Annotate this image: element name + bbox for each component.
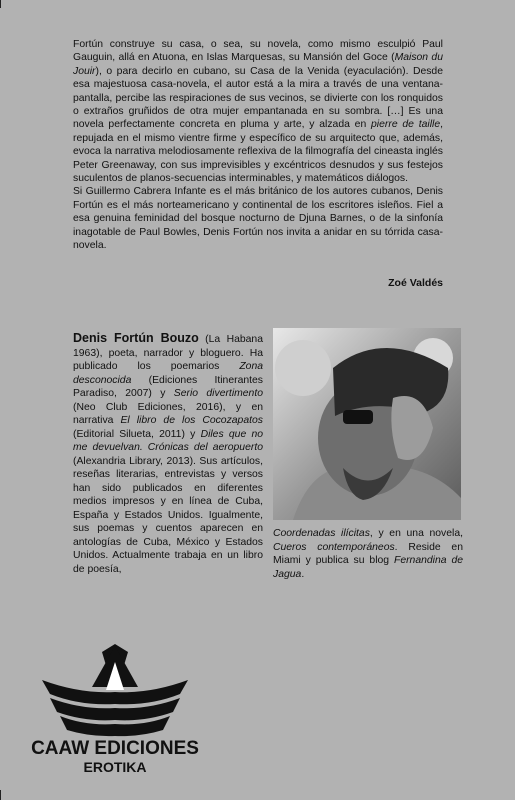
italic-title: pierre de taille <box>371 119 441 131</box>
author-bio-column-left <box>73 332 263 576</box>
italic-title: El libro de los Cocozapatos <box>120 415 263 426</box>
author-photo <box>273 328 461 520</box>
crop-mark <box>0 0 1 8</box>
text-run: (Ediciones Itinerantes Paradiso, 2007) y <box>73 374 263 399</box>
text-run: (Editorial Silueta, 2011) y <box>73 428 201 440</box>
text-run: , y en una novela, <box>369 528 464 539</box>
text-run: Si Guillermo Cabrera Infante es el más británico de los autores cubanos, Denis Fortún es el más norteamericano y continental de los escritores isleños. Fiel a esa genuina feminidad del bosque nocturno de Djuna Barnes, o de la sinfonía inagotable de Paul Bowles, Denis Fortún nos invita a anidar en su tórrida casa-novela. <box>73 186 443 252</box>
italic-title: Fernandina de Jagua <box>273 555 463 580</box>
text-run: . <box>301 568 305 580</box>
crop-mark <box>0 790 1 800</box>
text-run: (Alexandria Library, 2013). Sus artículos, reseñas literarias, entrevistas y versos han sido publicados en diferentes medios impresos y en línea de Cuba, España y Estados Unidos. Igualmente, sus poemas y cuentos aparecen en antologías de Cuba, México y Estados Unidos. Actualmente trabaja en un libro de poesía, <box>73 455 263 575</box>
italic-title: Coordenadas ilícitas <box>273 528 370 539</box>
logo-line-2: EROTIKA <box>83 759 147 775</box>
logo-line-1: CAAW EDICIONES <box>31 738 199 759</box>
italic-title: Cueros contemporáneos <box>273 541 395 553</box>
author-name: Denis Fortún Bouzo <box>73 331 199 345</box>
blurb-signature: Zoé Valdés <box>388 277 443 289</box>
text-run: ), o para decirlo en cubano, su Casa de la Venida (eyaculación). Desde esa majestuosa casa-novela, el autor está a la mira a través de una ventana-pantalla, percibe las respiraciones de sus vecinos, se divierte con los ronquidos o extraños gruñidos de otra mujer empantanada en su sombra. […] Es una novela perfectamente concreta en pluma y arte, y alzada en <box>73 65 443 131</box>
blurb-paragraph-2 <box>73 185 443 252</box>
text-run: Fortún construye su casa, o sea, su novela, como mismo esculpió Paul Gauguin, allá en Atuona, en Islas Marquesas, su Mansión del Goce ( <box>73 39 443 64</box>
text-run: . Reside en Miami y publica su blog <box>273 541 463 566</box>
italic-title: Zona desconocida <box>73 361 263 386</box>
author-bio-column-right <box>273 527 463 581</box>
back-cover-blurb <box>73 38 443 253</box>
blurb-paragraph-1 <box>73 38 443 185</box>
text-run: (Neo Club Ediciones, 2016), y en narrativa <box>73 401 263 426</box>
italic-title: Diles que no me devuelvan. Crónicas del aeropuerto <box>73 428 264 453</box>
publisher-logo <box>31 642 199 777</box>
italic-title: Maison du Jouir <box>73 52 443 77</box>
italic-title: Serio divertimento <box>173 388 264 399</box>
text-run: (La Habana 1963), poeta, narrador y bloguero. Ha publicado los poemarios <box>73 334 263 372</box>
text-run: , repujada en el mismo vientre firme y específico de su arquitecto que, además, evoca la narrativa melodiosamente reflexiva de la filmografía del cineasta inglés Peter Greenaway, con sus imprevisibles y excéntricos desnudos y sus festejos suculentos de planos-secuencias interminables, y matemáticos diálogos. <box>73 119 443 185</box>
